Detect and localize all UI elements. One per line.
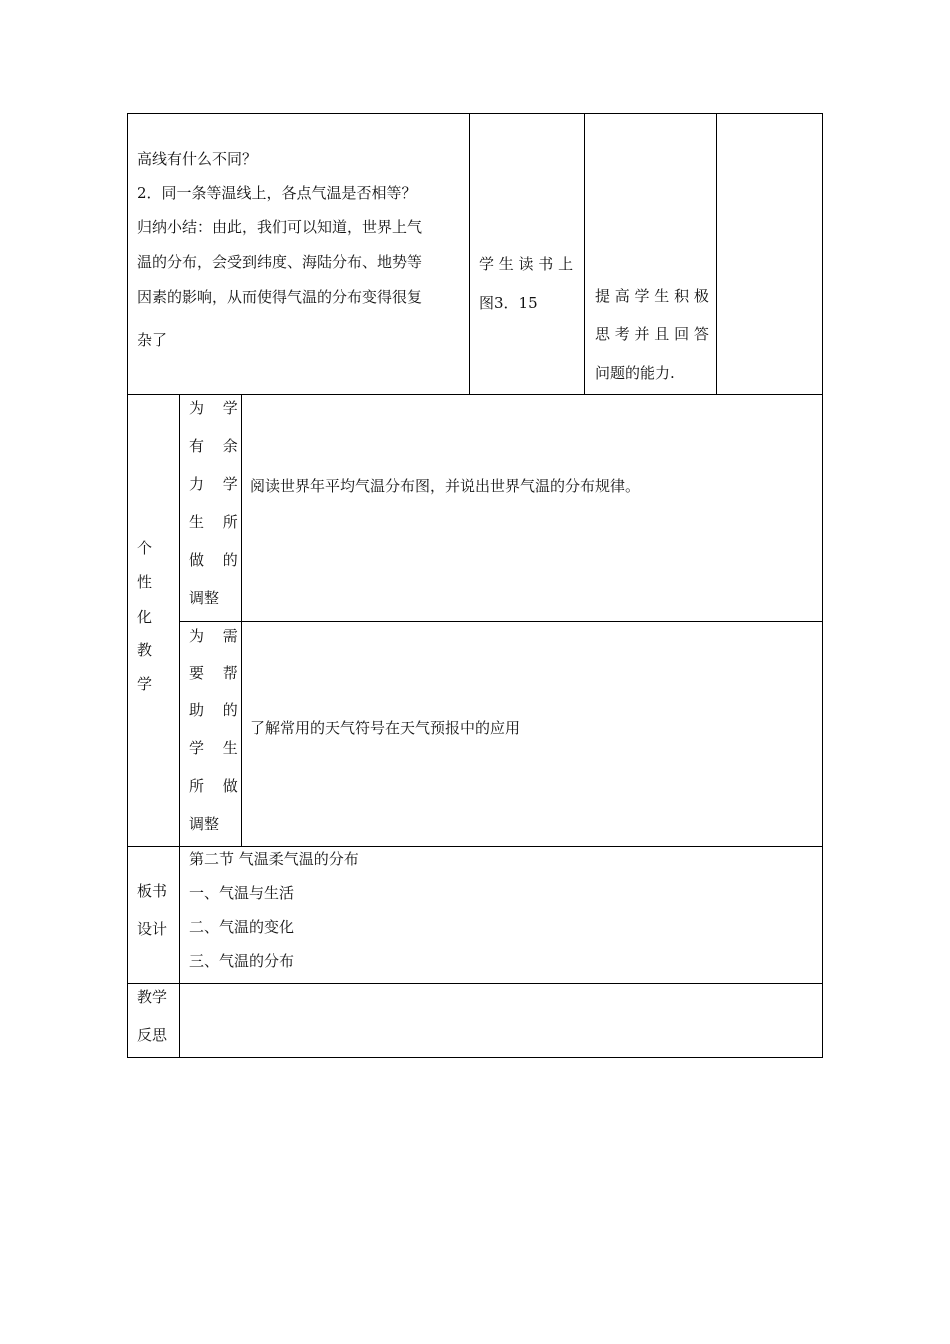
row1-col1-cell — [128, 114, 469, 394]
row1-col2-line: 学 生 读 书 上 — [479, 255, 574, 273]
reflection-label-line: 反思 — [137, 1026, 168, 1044]
advanced-label-line: 调整 — [189, 589, 220, 607]
advanced-students-label — [180, 395, 245, 621]
board-content-line: 三、气温的分布 — [189, 952, 295, 970]
row1-col3-cell — [585, 114, 716, 394]
personalized-label-char: 学 — [137, 675, 153, 693]
needs-help-label-line: 所 做 — [189, 777, 245, 795]
personalized-label-char: 教 — [137, 641, 153, 659]
needs-help-label-line: 调整 — [189, 815, 220, 833]
row1-col1-line: 温的分布，会受到纬度、海陆分布、地势等 — [137, 253, 423, 271]
personalized-teaching-label — [128, 395, 179, 846]
advanced-students-content — [242, 395, 822, 621]
row1-col1-line: 因素的影响，从而使得气温的分布变得很复 — [137, 288, 423, 306]
board-content-line: 二、气温的变化 — [189, 918, 295, 936]
row1-col1-line: 高线有什么不同？ — [137, 150, 258, 168]
needs-help-label-line: 助 的 — [189, 701, 245, 719]
board-design-content — [180, 847, 822, 983]
row1-col1-line: 归纳小结：由此，我们可以知道，世界上气 — [137, 218, 423, 236]
board-label-line: 板书 — [137, 882, 168, 900]
advanced-label-line: 生 所 — [189, 513, 245, 531]
table-border-bottom — [127, 1057, 823, 1058]
needs-help-label-line: 为 需 — [189, 627, 245, 645]
board-content-line: 第二节 气温柔气温的分布 — [189, 850, 359, 868]
row1-col4-cell — [717, 114, 822, 394]
table-border-right — [822, 113, 823, 1058]
row1-col1-line: 杂了 — [137, 331, 168, 349]
needs-help-label-line: 学 生 — [189, 739, 245, 757]
personalized-label-char: 个 — [137, 539, 153, 557]
row1-col2-line: 图3．15 — [479, 294, 538, 312]
teaching-reflection-content — [180, 984, 822, 1057]
row1-col3-line: 问题的能力. — [595, 364, 675, 382]
board-design-label — [128, 847, 179, 983]
personalized-label-char: 性 — [137, 573, 153, 591]
board-label-line: 设计 — [137, 920, 168, 938]
row1-col3-line: 思 考 并 且 回 答 — [595, 325, 709, 343]
needs-help-label-line: 要 帮 — [189, 664, 245, 682]
advanced-label-line: 做 的 — [189, 551, 245, 569]
advanced-label-line: 有 余 — [189, 437, 245, 455]
board-content-line: 一、气温与生活 — [189, 884, 295, 902]
personalized-label-char: 化 — [137, 608, 153, 626]
needs-help-content-text: 了解常用的天气符号在天气预报中的应用 — [250, 719, 521, 737]
row1-col3-line: 提 高 学 生 积 极 — [595, 287, 709, 305]
row1-col2-cell — [470, 114, 584, 394]
advanced-label-line: 为 学 — [189, 399, 245, 417]
teaching-reflection-label — [128, 984, 179, 1057]
reflection-label-line: 教学 — [137, 988, 168, 1006]
advanced-label-line: 力 学 — [189, 475, 245, 493]
row1-col1-line: 2．同一条等温线上，各点气温是否相等？ — [137, 184, 417, 202]
needs-help-label — [180, 622, 245, 846]
needs-help-content — [242, 622, 822, 846]
advanced-content-text: 阅读世界年平均气温分布图，并说出世界气温的分布规律。 — [250, 477, 641, 495]
